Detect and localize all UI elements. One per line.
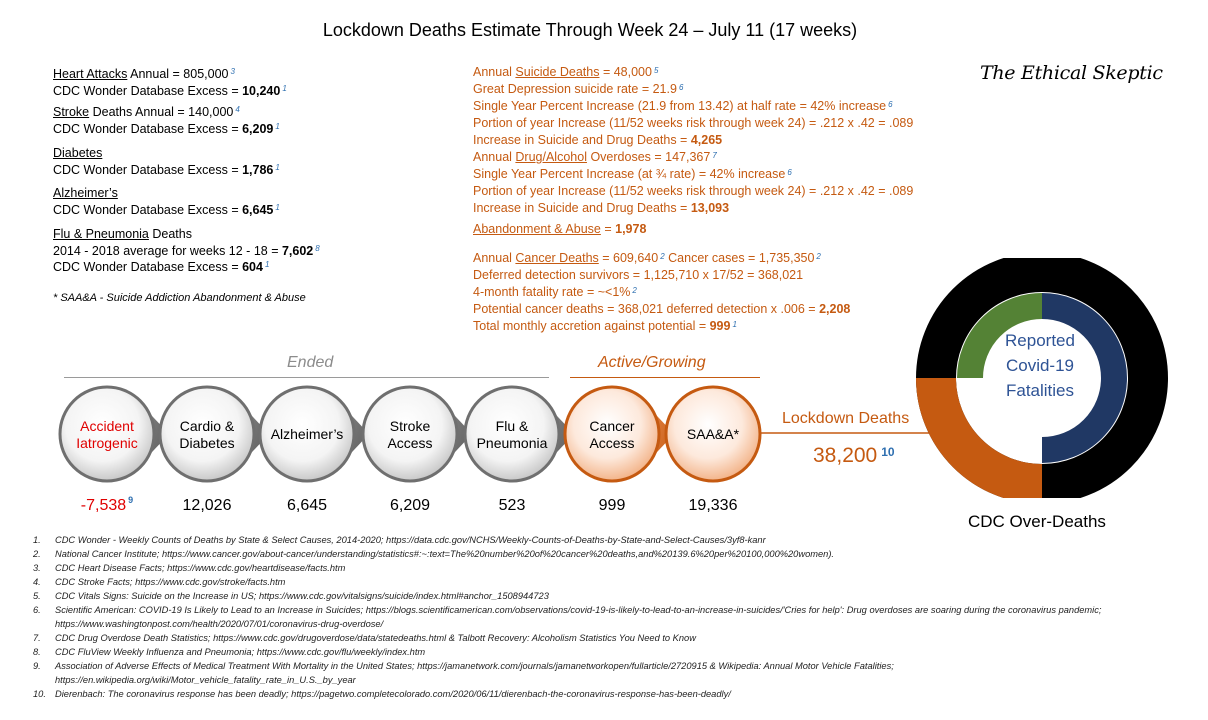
reference-text: National Cancer Institute; https://www.cancer.gov/about-cancer/understanding/statistics#:~:text=The%20number%20of%20cancer%20deaths,and%20139.6%20per%20100,000%20women). (55, 549, 835, 559)
text: Annual (473, 65, 516, 79)
reference-item (33, 659, 1193, 687)
text: Deferred detection survivors = 1,125,710 x 17/52 = 368,021 (473, 268, 804, 282)
text: Overdoses = 147,367 (586, 150, 711, 164)
text: = 48,000 (599, 65, 652, 79)
cancer-potential-value: 2,208 (819, 302, 851, 316)
alzheimers-excess-value: 6,645 (242, 202, 274, 217)
text: Increase in Suicide and Drug Deaths = (473, 133, 691, 147)
page-title: Lockdown Deaths Estimate Through Week 24 – July 11 (17 weeks) (322, 20, 858, 40)
donut-center-line: Covid-19 (1005, 356, 1075, 375)
reference-text: CDC Drug Overdose Death Statistics; https://www.cdc.gov/drugoverdose/data/statedeaths.html & Talbott Recovery: Alcoholism Statistics You Need to Know (55, 633, 696, 643)
ref-mark: 4 (235, 105, 240, 114)
excess-prefix: CDC Wonder Database Excess = (53, 202, 243, 217)
ref-mark: 10 (881, 445, 895, 459)
reference-text: Scientific American: COVID-19 Is Likely to Lead to an Increase in Suicides; https://blogs.scientificamerican.com/observations/covid-19-is-likely-to-lead-to-an-increase-in-suicides/'Cries for help': Drug overdoses are soaring during the coronavirus pandemic; https://www.washingtonpost.com/health/2020/07/01/coronavirus-drug-overdose/ (55, 605, 1102, 629)
flow-node-circle (160, 387, 254, 481)
flow-node-circle (60, 387, 154, 481)
suicide-deaths-heading: Suicide Deaths (515, 65, 600, 79)
ref-mark: 1 (264, 260, 270, 269)
stroke-excess-value: 6,209 (242, 121, 274, 136)
flow-node-value: 523 (498, 497, 526, 514)
lockdown-deaths-total (813, 444, 895, 468)
heart-attacks-heading: Heart Attacks (53, 67, 128, 81)
reference-number: 1. (33, 535, 41, 545)
reference-number: 3. (33, 563, 41, 573)
flow-node-circle (565, 387, 659, 481)
reference-text: CDC Vitals Signs: Suicide on the Increase in US; https://www.cdc.gov/vitalsigns/suicide/index.html#anchor_1508944723 (55, 591, 549, 601)
abandonment-value: 1,978 (615, 222, 647, 236)
saa-footnote: * SAA&A - Suicide Addiction Abandonment & Abuse (53, 292, 306, 304)
diabetes-heading: Diabetes (53, 146, 103, 160)
flow-node (60, 387, 169, 481)
flow-node-value: -7,538 $^9$ (80, 495, 134, 514)
flow-node-value: 19,336 (688, 497, 738, 514)
flow-node-label: Flu & Pneumonia (476, 418, 548, 451)
ended-header: Ended (287, 354, 334, 371)
reference-number: 8. (33, 647, 41, 657)
cancer-accretion-value: 999 (709, 319, 731, 333)
drug-alcohol-heading: Drug/Alcohol (515, 150, 587, 164)
diabetes-excess-value: 1,786 (242, 162, 274, 177)
flow-node-value: 12,026 (182, 497, 232, 514)
diabetes-block (53, 145, 280, 178)
ref-mark: 1 (275, 162, 280, 172)
ref-mark: 6 (888, 100, 893, 109)
donut-center-line: Fatalities (1005, 381, 1075, 400)
excess-prefix: CDC Wonder Database Excess = (53, 260, 243, 274)
reference-item (33, 687, 1193, 701)
excess-prefix: CDC Wonder Database Excess = (53, 83, 243, 98)
abandonment-block (473, 221, 646, 238)
reference-item (33, 631, 1193, 645)
flow-node (666, 387, 760, 481)
suicide-drug-block (473, 64, 913, 217)
flow-node (465, 387, 574, 481)
ref-mark: 6 (787, 168, 792, 177)
stroke-heading: Stroke (53, 105, 90, 119)
heart-excess-value: 10,240 (242, 83, 281, 98)
active-growing-header: Active/Growing (598, 354, 706, 371)
flow-node-label: SAA&A* (686, 426, 740, 442)
text: Portion of year Increase (11/52 weeks risk through week 24) = .212 x .42 = .089 (473, 184, 914, 198)
reference-item (33, 603, 1193, 631)
flu-block (53, 226, 320, 276)
stroke-annual: Deaths Annual = 140,000 (89, 105, 234, 119)
flu-avg-prefix: 2014 - 2018 average for weeks 12 - 18 = (53, 243, 282, 258)
flu-deaths-label: Deaths (148, 227, 192, 241)
flow-node-label: Accident Iatrogenic (76, 418, 138, 451)
text: Cancer cases = 1,735,350 (664, 251, 815, 265)
text: 4-month fatality rate = ~<1% (473, 285, 631, 299)
flow-node (160, 387, 269, 481)
flu-heading: Flu & Pneumonia (53, 227, 149, 241)
ref-mark: 8 (315, 243, 320, 253)
ended-rule (64, 377, 549, 378)
drug-increase-value: 13,093 (690, 201, 730, 215)
suicide-increase-value: 4,265 (690, 133, 723, 147)
flu-excess-value: 604 (242, 260, 263, 274)
heart-attacks-block (53, 66, 287, 99)
flow-node-circle (465, 387, 559, 481)
reference-number: 9. (33, 661, 41, 671)
ref-mark: 1 (275, 121, 280, 131)
text: Potential cancer deaths = 368,021 deferred detection x .006 = (473, 302, 820, 316)
flow-node (565, 387, 674, 481)
flow-node (260, 387, 369, 481)
ref-mark: 1 (732, 320, 737, 329)
flow-node-value: 6,645 (286, 497, 328, 514)
reference-number: 6. (33, 605, 41, 615)
donut-center-line: Reported (1005, 331, 1075, 350)
reference-item (33, 533, 1193, 547)
donut-caption: CDC Over-Deaths (968, 512, 1106, 531)
text: Annual (473, 150, 516, 164)
ref-mark: 1 (282, 83, 287, 93)
brand-logo-text: The Ethical Skeptic (980, 62, 1163, 84)
reference-text: CDC Wonder - Weekly Counts of Deaths by State & Select Causes, 2014-2020; https://data.cdc.gov/NCHS/Weekly-Counts-of-Deaths-by-State-and-Select-Causes/3yf8-kanr (55, 535, 766, 545)
reference-number: 2. (33, 549, 41, 559)
flow-node-label: Stroke Access (387, 418, 433, 451)
alzheimers-heading: Alzheimer’s (53, 186, 118, 200)
flu-avg-value: 7,602 (281, 243, 314, 258)
lockdown-total-value: 38,200 (813, 444, 878, 467)
cancer-deaths-heading: Cancer Deaths (515, 251, 599, 265)
reference-item (33, 575, 1193, 589)
reference-item (33, 589, 1193, 603)
text: Single Year Percent Increase (at ¾ rate) = 42% increase (473, 167, 786, 181)
text: Single Year Percent Increase (21.9 from 13.42) at half rate = 42% increase (473, 99, 887, 113)
text: = (600, 222, 616, 236)
lockdown-deaths-label: Lockdown Deaths (782, 410, 910, 427)
ref-mark: 6 (678, 83, 684, 92)
flow-node-value: 6,209 (389, 497, 431, 514)
reference-number: 5. (33, 591, 41, 601)
ref-mark: 7 (712, 151, 717, 160)
reference-text: CDC Stroke Facts; https://www.cdc.gov/stroke/facts.htm (55, 577, 286, 587)
cancer-block (473, 250, 850, 335)
ref-mark: 2 (816, 252, 821, 261)
reference-item (33, 561, 1193, 575)
ref-mark: 3 (230, 67, 235, 76)
flow-node-label: Cancer Access (589, 418, 635, 451)
reference-number: 10. (33, 689, 46, 699)
ref-mark: 2 (632, 286, 637, 295)
references-list (33, 533, 1193, 701)
reference-item (33, 547, 1193, 561)
stroke-block (53, 104, 280, 137)
flow-node-label: Alzheimer’s (270, 426, 344, 442)
alzheimers-block (53, 185, 280, 218)
ref-mark: 5 (653, 66, 659, 75)
reference-text: CDC FluView Weekly Influenza and Pneumonia; https://www.cdc.gov/flu/weekly/index.htm (55, 647, 426, 657)
reference-text: CDC Heart Disease Facts; https://www.cdc.gov/heartdisease/facts.htm (55, 563, 346, 573)
heart-attacks-annual: Annual = 805,000 (127, 67, 229, 81)
reference-number: 4. (33, 577, 41, 587)
abandonment-heading: Abandonment & Abuse (473, 222, 601, 236)
flow-node (363, 387, 472, 481)
ref-mark: 9 (128, 495, 134, 505)
excess-prefix: CDC Wonder Database Excess = (53, 121, 243, 136)
flow-node-circle (363, 387, 457, 481)
reference-number: 7. (33, 633, 41, 643)
ref-mark: 1 (275, 202, 280, 212)
excess-prefix: CDC Wonder Database Excess = (53, 162, 243, 177)
text: Great Depression suicide rate = 21.9 (473, 82, 677, 96)
flow-node-value: 999 (598, 497, 626, 514)
text: = 609,640 (598, 251, 659, 265)
text: Portion of year Increase (11/52 weeks risk through week 24) = .212 x .42 = .089 (473, 116, 914, 130)
donut-center-label (980, 328, 1100, 403)
ref-mark: 2 (660, 252, 665, 261)
reference-text: Association of Adverse Effects of Medical Treatment With Mortality in the United States; https://jamanetwork.com/journals/jamanetworkopen/fullarticle/2720915 & Wikipedia: Annual Motor Vehicle Fatalities; https://en.wikipedia.org/wiki/Motor_vehicle_fatality_rate_in_U.S._by_year (55, 661, 894, 685)
text: Annual (473, 251, 516, 265)
text: Increase in Suicide and Drug Deaths = (473, 201, 691, 215)
reference-item (33, 645, 1193, 659)
text: Total monthly accretion against potential = (473, 319, 710, 333)
reference-text: Dierenbach: The coronavirus response has been deadly; https://pagetwo.completecolorado.com/2020/06/11/dierenbach-the-coronavirus-response-has-been-deadly/ (55, 689, 731, 699)
flow-node-label: Cardio & Diabetes (179, 418, 235, 451)
flow-diagram (0, 380, 960, 500)
active-rule (570, 377, 760, 378)
